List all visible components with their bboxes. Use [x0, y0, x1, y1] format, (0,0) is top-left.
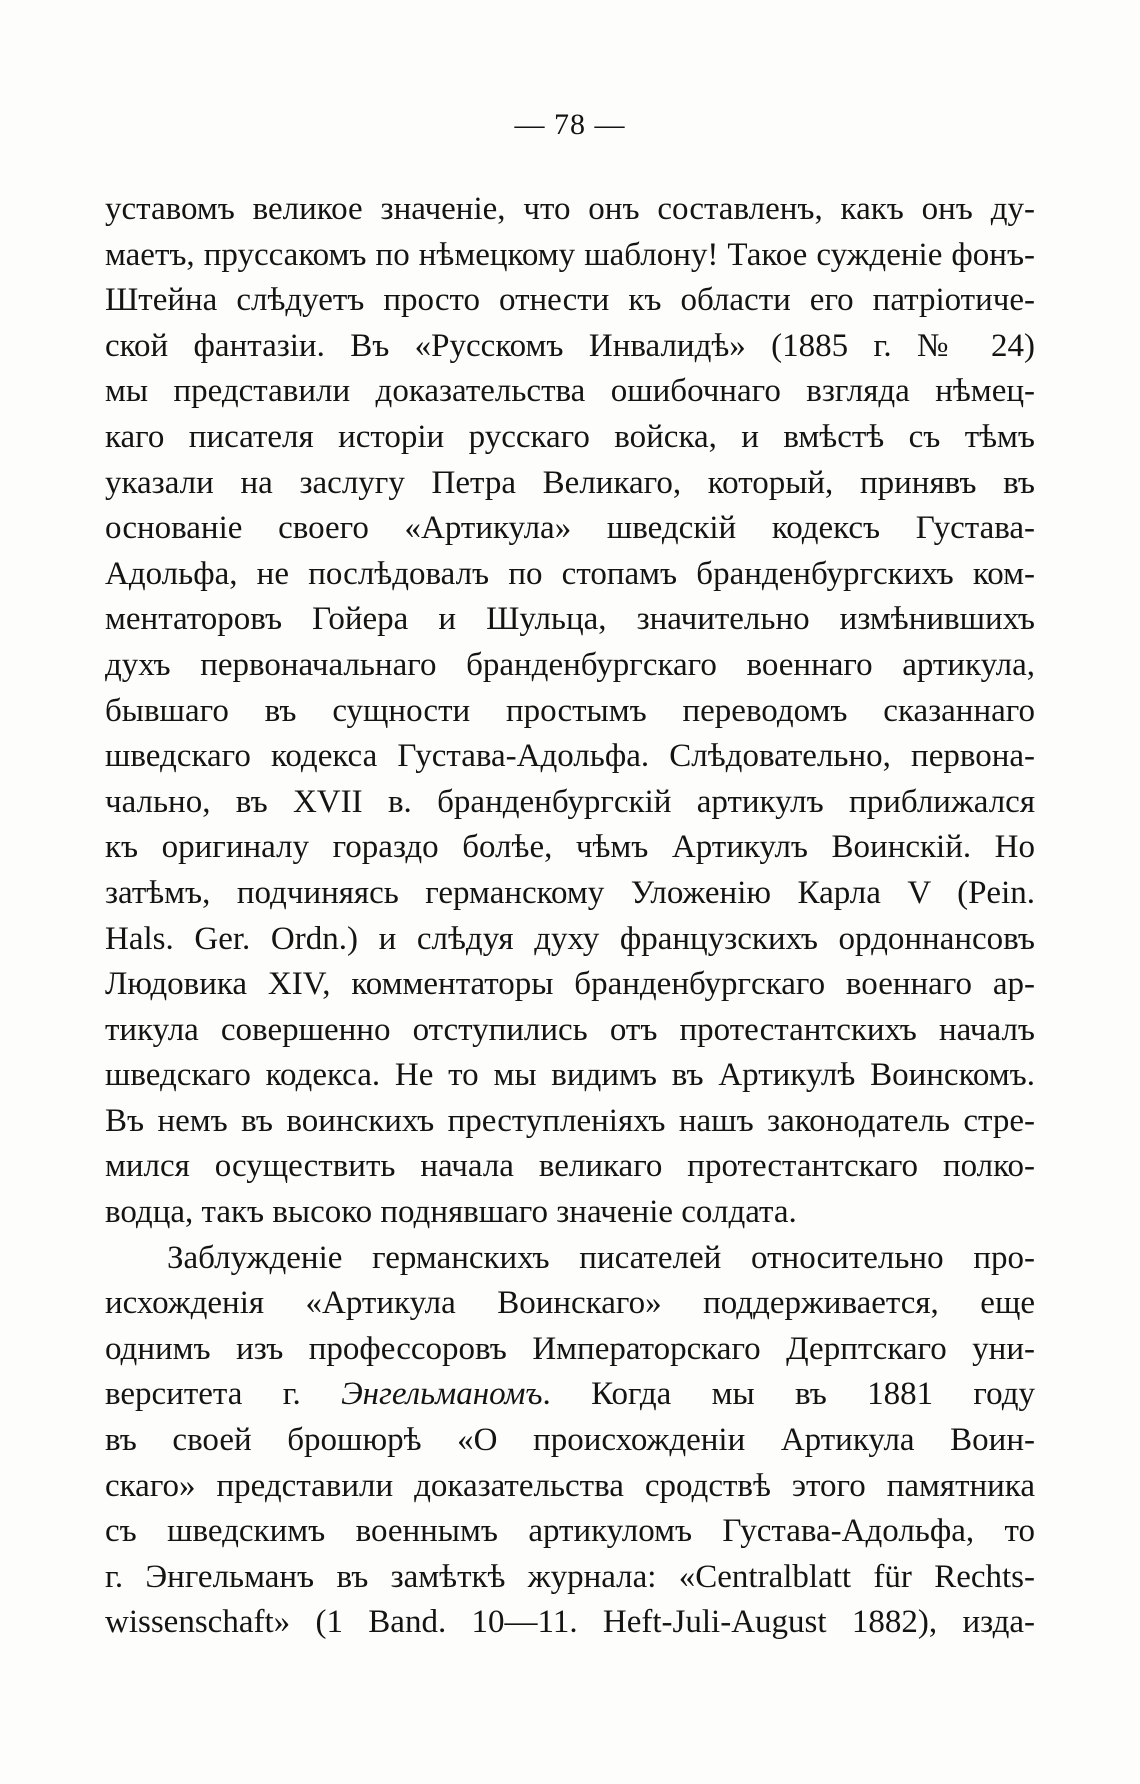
text-line: Hals. Ger. Ordn.) и слѣдуя духу французскихъ ордоннансовъ — [105, 920, 1035, 957]
text-line: мился осуществить начала великаго протестантскаго полко- — [105, 1148, 1035, 1185]
text-line-with-italic — [105, 1372, 1035, 1418]
text-line: съ шведскимъ военнымъ артикуломъ Густава-Адольфа, то — [105, 1513, 1035, 1550]
text-line: Людовика XIV, комментаторы бранденбургскаго военнаго ар- — [105, 966, 1035, 1003]
text-line: затѣмъ, подчиняясь германскому Уложенію Карла V (Pein. — [105, 874, 1035, 911]
text-line: основаніе своего «Артикула» шведскій кодексъ Густава- — [105, 510, 1035, 547]
text-line: скаго» представили доказательства сродствѣ этого памятника — [105, 1467, 1035, 1504]
page-number: — 78 — — [514, 108, 626, 141]
text-line: wissenschaft» (1 Band. 10—11. Heft-Juli-August 1882), изда- — [105, 1604, 1035, 1641]
italic-name: Энгельманомъ — [341, 1376, 543, 1413]
text-line: маетъ, пруссакомъ по нѣмецкому шаблону! Такое сужденіе фонъ- — [105, 236, 1035, 273]
text-line: г. Энгельманъ въ замѣткѣ журнала: «Centralblatt für Rechts- — [105, 1558, 1035, 1595]
text-line: однимъ изъ профессоровъ Императорскаго Дерптскаго уни- — [105, 1330, 1035, 1367]
text-line: ментаторовъ Гойера и Шульца, значительно измѣнившихъ — [105, 601, 1035, 638]
body-text — [105, 187, 1035, 1646]
text-line: Адольфа, не послѣдовалъ по стопамъ бранденбургскихъ ком- — [105, 555, 1035, 592]
text-line: шведскаго кодекса. Не то мы видимъ въ Артикулѣ Воинскомъ. — [105, 1057, 1035, 1094]
text-line: въ своей брошюрѣ «О происхожденіи Артикула Воин- — [105, 1422, 1035, 1459]
text-line: Въ немъ въ воинскихъ преступленіяхъ нашъ законодатель стре- — [105, 1102, 1035, 1139]
text-line: Заблужденіе германскихъ писателей относительно про- — [167, 1239, 1035, 1276]
text-line: шведскаго кодекса Густава-Адольфа. Слѣдовательно, первона- — [105, 738, 1035, 775]
text-fragment: . Когда мы въ 1881 году — [542, 1376, 1035, 1413]
text-line: уставомъ великое значеніе, что онъ составленъ, какъ онъ ду- — [105, 191, 1035, 227]
text-line: Штейна слѣдуетъ просто отнести къ области его патріотиче- — [105, 282, 1035, 319]
text-line: исхожденія «Артикула Воинскаго» поддерживается, еще — [105, 1285, 1035, 1322]
text-line: бывшаго въ сущности простымъ переводомъ сказаннаго — [105, 692, 1035, 729]
text-line: указали на заслугу Петра Великаго, который, принявъ въ — [105, 464, 1035, 501]
text-line: чально, въ XVII в. бранденбургскій артикулъ приближался — [105, 783, 1035, 820]
text-line: къ оригиналу гораздо болѣе, чѣмъ Артикулъ Воинскій. Но — [105, 829, 1035, 866]
paragraph-1 — [105, 187, 1035, 1236]
paragraph-2 — [105, 1236, 1035, 1646]
text-line: мы представили доказательства ошибочнаго взгляда нѣмец- — [105, 373, 1035, 410]
text-line: тикула совершенно отступились отъ протестантскихъ началъ — [105, 1011, 1035, 1048]
text-line: ской фантазіи. Въ «Русскомъ Инвалидѣ» (1885 г. № 24) — [105, 327, 1035, 364]
text-fragment: верситета г. — [105, 1376, 342, 1413]
text-line: каго писателя исторіи русскаго войска, и вмѣстѣ съ тѣмъ — [105, 418, 1035, 455]
text-line: водца, такъ высоко поднявшаго значеніе солдата. — [105, 1194, 797, 1231]
text-line: духъ первоначальнаго бранденбургскаго военнаго артикула, — [105, 646, 1035, 683]
